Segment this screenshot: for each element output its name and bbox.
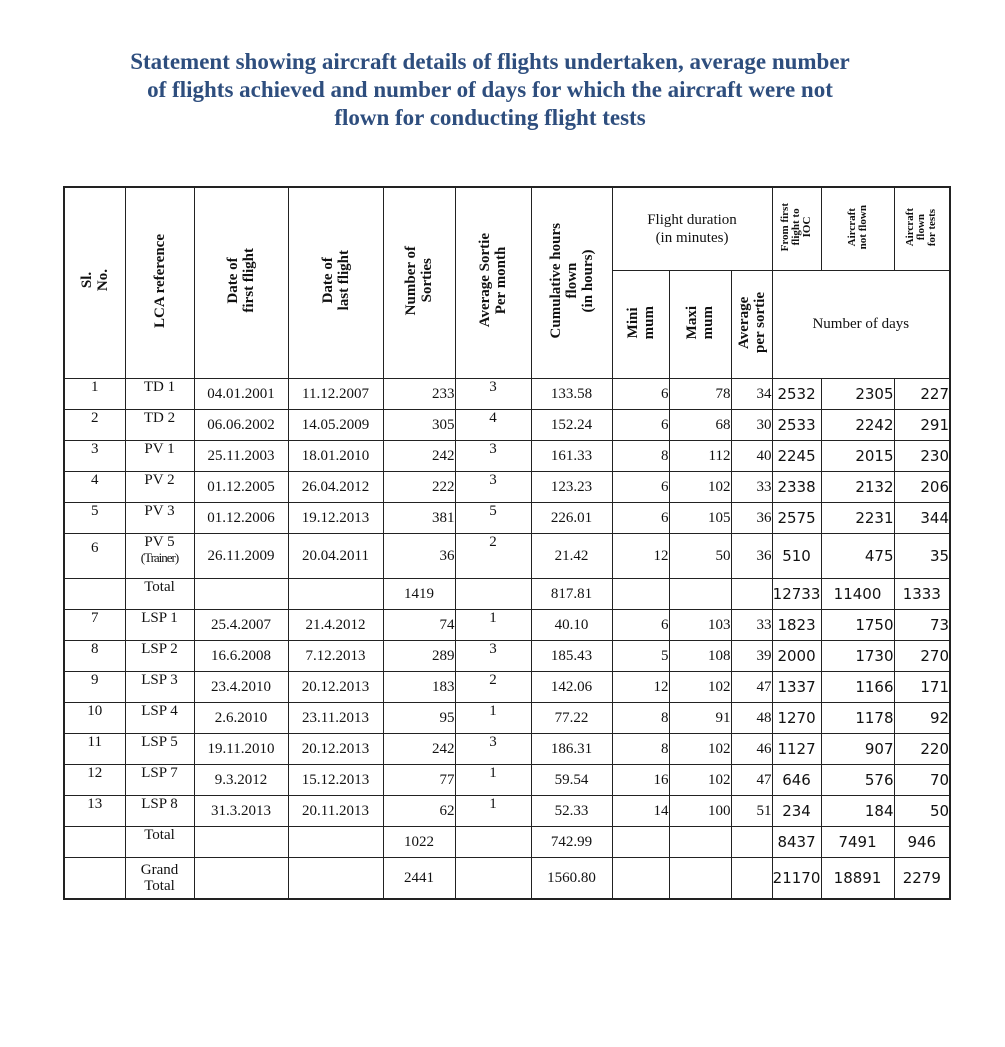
- cell-max: 108: [669, 641, 731, 672]
- cell-total-sorties: 1022: [383, 827, 455, 858]
- cell-avg: 1: [455, 610, 531, 641]
- cell-notflown: 907: [821, 734, 894, 765]
- cell-sorties: 233: [383, 379, 455, 410]
- cell-notflown: 2242: [821, 410, 894, 441]
- cell-notflown: 2132: [821, 472, 894, 503]
- cell-empty: [64, 579, 125, 610]
- cell-avgs: 47: [731, 672, 772, 703]
- header-cumulative-hours: Cumulative hours flown (in hours): [531, 187, 612, 379]
- cell-last: 14.05.2009: [288, 410, 383, 441]
- cell-min: 16: [612, 765, 669, 796]
- cell-ioc: 646: [772, 765, 821, 796]
- cell-ioc: 2000: [772, 641, 821, 672]
- header-lca-reference: LCA reference: [125, 187, 194, 379]
- cell-sl: 5: [64, 503, 125, 534]
- cell-first: 2.6.2010: [194, 703, 288, 734]
- cell-grand-sorties: 2441: [383, 858, 455, 900]
- header-aircraft-not-flown: Aircraft not flown: [821, 187, 894, 271]
- cell-min: 6: [612, 503, 669, 534]
- total-row: [64, 579, 950, 610]
- cell-flown: 291: [894, 410, 950, 441]
- cell-hours: 123.23: [531, 472, 612, 503]
- cell-first: 25.11.2003: [194, 441, 288, 472]
- cell-flown: 73: [894, 610, 950, 641]
- cell-notflown: 1730: [821, 641, 894, 672]
- cell-empty: [612, 827, 669, 858]
- cell-ioc: 1127: [772, 734, 821, 765]
- cell-last: 20.12.2013: [288, 672, 383, 703]
- cell-avg: 3: [455, 734, 531, 765]
- cell-avgs: 36: [731, 534, 772, 579]
- cell-max: 91: [669, 703, 731, 734]
- cell-hours: 59.54: [531, 765, 612, 796]
- table-row: [64, 379, 950, 410]
- cell-ioc: 1270: [772, 703, 821, 734]
- grand-total-row: [64, 858, 950, 900]
- cell-sl: 6: [64, 534, 125, 579]
- cell-ioc: 510: [772, 534, 821, 579]
- cell-max: 102: [669, 472, 731, 503]
- cell-last: 26.04.2012: [288, 472, 383, 503]
- cell-avgs: 33: [731, 610, 772, 641]
- cell-max: 102: [669, 672, 731, 703]
- cell-empty: [194, 858, 288, 900]
- cell-last: 11.12.2007: [288, 379, 383, 410]
- cell-min: 8: [612, 734, 669, 765]
- cell-flown: 227: [894, 379, 950, 410]
- cell-notflown: 2231: [821, 503, 894, 534]
- cell-notflown: 1166: [821, 672, 894, 703]
- cell-sorties: 183: [383, 672, 455, 703]
- cell-ioc: 1823: [772, 610, 821, 641]
- title-line-2: of flights achieved and number of days for which the aircraft were not: [147, 77, 833, 102]
- cell-ioc: 2533: [772, 410, 821, 441]
- cell-ref: PV 2: [125, 472, 194, 503]
- header-flight-duration: Flight duration (in minutes): [612, 187, 772, 271]
- table-row: [64, 534, 950, 579]
- cell-notflown: 1750: [821, 610, 894, 641]
- cell-total-label: Total: [125, 579, 194, 610]
- cell-flown: 270: [894, 641, 950, 672]
- cell-notflown: 184: [821, 796, 894, 827]
- cell-avgs: 46: [731, 734, 772, 765]
- cell-sl: 11: [64, 734, 125, 765]
- table-row: [64, 410, 950, 441]
- cell-max: 102: [669, 734, 731, 765]
- cell-ioc: 2245: [772, 441, 821, 472]
- cell-ref: TD 2: [125, 410, 194, 441]
- cell-empty: [612, 579, 669, 610]
- cell-avg: 3: [455, 641, 531, 672]
- cell-avgs: 34: [731, 379, 772, 410]
- cell-sorties: 242: [383, 441, 455, 472]
- cell-hours: 226.01: [531, 503, 612, 534]
- cell-notflown: 475: [821, 534, 894, 579]
- cell-ref: LSP 1: [125, 610, 194, 641]
- cell-max: 103: [669, 610, 731, 641]
- cell-total-hours: 742.99: [531, 827, 612, 858]
- cell-empty: [669, 827, 731, 858]
- cell-sl: 8: [64, 641, 125, 672]
- cell-hours: 152.24: [531, 410, 612, 441]
- cell-sorties: 242: [383, 734, 455, 765]
- cell-empty: [612, 858, 669, 900]
- cell-hours: 52.33: [531, 796, 612, 827]
- cell-first: 01.12.2005: [194, 472, 288, 503]
- cell-last: 23.11.2013: [288, 703, 383, 734]
- cell-ref: PV 1: [125, 441, 194, 472]
- cell-max: 50: [669, 534, 731, 579]
- table-body: [64, 379, 950, 900]
- cell-first: 31.3.2013: [194, 796, 288, 827]
- header-date-first-flight: Date of first flight: [194, 187, 288, 379]
- aircraft-flight-table: [63, 186, 951, 900]
- cell-empty: [669, 579, 731, 610]
- cell-sl: 12: [64, 765, 125, 796]
- cell-min: 6: [612, 472, 669, 503]
- page-title: [40, 48, 940, 132]
- cell-ioc: 1337: [772, 672, 821, 703]
- cell-notflown: 2305: [821, 379, 894, 410]
- cell-grand-hours: 1560.80: [531, 858, 612, 900]
- cell-flown: 70: [894, 765, 950, 796]
- cell-flown: 206: [894, 472, 950, 503]
- cell-ref: LSP 8: [125, 796, 194, 827]
- cell-notflown: 1178: [821, 703, 894, 734]
- cell-total-notflown: 11400: [821, 579, 894, 610]
- cell-last: 21.4.2012: [288, 610, 383, 641]
- cell-total-flown: 946: [894, 827, 950, 858]
- cell-avg: 1: [455, 703, 531, 734]
- cell-avgs: 30: [731, 410, 772, 441]
- header-sl-no: Sl. No.: [64, 187, 125, 379]
- cell-empty: [64, 827, 125, 858]
- cell-hours: 186.31: [531, 734, 612, 765]
- cell-empty: [455, 827, 531, 858]
- cell-total-flown: 1333: [894, 579, 950, 610]
- cell-empty: [731, 579, 772, 610]
- cell-empty: [194, 579, 288, 610]
- cell-hours: 133.58: [531, 379, 612, 410]
- cell-grand-notflown: 18891: [821, 858, 894, 900]
- cell-empty: [731, 827, 772, 858]
- cell-sl: 4: [64, 472, 125, 503]
- cell-first: 9.3.2012: [194, 765, 288, 796]
- cell-total-ioc: 8437: [772, 827, 821, 858]
- cell-total-ioc: 12733: [772, 579, 821, 610]
- table-row: [64, 703, 950, 734]
- cell-sorties: 36: [383, 534, 455, 579]
- cell-notflown: 2015: [821, 441, 894, 472]
- cell-last: 20.12.2013: [288, 734, 383, 765]
- cell-empty: [64, 858, 125, 900]
- cell-avg: 1: [455, 796, 531, 827]
- cell-grand-total-label: Grand Total: [125, 858, 194, 900]
- cell-flown: 171: [894, 672, 950, 703]
- cell-avgs: 40: [731, 441, 772, 472]
- cell-first: 23.4.2010: [194, 672, 288, 703]
- cell-last: 15.12.2013: [288, 765, 383, 796]
- cell-sorties: 95: [383, 703, 455, 734]
- cell-ref: LSP 3: [125, 672, 194, 703]
- cell-min: 6: [612, 410, 669, 441]
- cell-first: 06.06.2002: [194, 410, 288, 441]
- cell-min: 8: [612, 441, 669, 472]
- cell-grand-ioc: 21170: [772, 858, 821, 900]
- cell-total-notflown: 7491: [821, 827, 894, 858]
- cell-first: 25.4.2007: [194, 610, 288, 641]
- cell-max: 68: [669, 410, 731, 441]
- cell-sl: 2: [64, 410, 125, 441]
- header-average-sortie: Average Sortie Per month: [455, 187, 531, 379]
- total-row: [64, 827, 950, 858]
- cell-avgs: 36: [731, 503, 772, 534]
- cell-ioc: 2532: [772, 379, 821, 410]
- cell-avg: 3: [455, 379, 531, 410]
- cell-avgs: 48: [731, 703, 772, 734]
- cell-min: 14: [612, 796, 669, 827]
- cell-avg: 3: [455, 441, 531, 472]
- cell-notflown: 576: [821, 765, 894, 796]
- cell-max: 105: [669, 503, 731, 534]
- cell-empty: [288, 579, 383, 610]
- cell-empty: [731, 858, 772, 900]
- cell-first: 01.12.2006: [194, 503, 288, 534]
- cell-max: 100: [669, 796, 731, 827]
- header-aircraft-flown-tests: Aircraft flown for tests: [894, 187, 950, 271]
- cell-sl: 7: [64, 610, 125, 641]
- cell-ref: TD 1: [125, 379, 194, 410]
- cell-avg: 4: [455, 410, 531, 441]
- cell-grand-flown: 2279: [894, 858, 950, 900]
- table-row: [64, 734, 950, 765]
- cell-hours: 21.42: [531, 534, 612, 579]
- header-date-last-flight: Date of last flight: [288, 187, 383, 379]
- header-maximum: Maxi mum: [669, 271, 731, 379]
- cell-min: 8: [612, 703, 669, 734]
- cell-sorties: 289: [383, 641, 455, 672]
- cell-avg: 2: [455, 534, 531, 579]
- cell-min: 12: [612, 672, 669, 703]
- cell-sl: 3: [64, 441, 125, 472]
- cell-avg: 3: [455, 472, 531, 503]
- cell-hours: 142.06: [531, 672, 612, 703]
- header-number-of-sorties: Number of Sorties: [383, 187, 455, 379]
- table-row: [64, 503, 950, 534]
- cell-empty: [455, 579, 531, 610]
- cell-avg: 5: [455, 503, 531, 534]
- table-row: [64, 796, 950, 827]
- cell-last: 18.01.2010: [288, 441, 383, 472]
- cell-total-hours: 817.81: [531, 579, 612, 610]
- cell-empty: [288, 858, 383, 900]
- cell-sl: 10: [64, 703, 125, 734]
- cell-min: 5: [612, 641, 669, 672]
- cell-sorties: 222: [383, 472, 455, 503]
- table-row: [64, 610, 950, 641]
- cell-ref: LSP 2: [125, 641, 194, 672]
- cell-max: 78: [669, 379, 731, 410]
- cell-sorties: 305: [383, 410, 455, 441]
- cell-min: 12: [612, 534, 669, 579]
- cell-max: 112: [669, 441, 731, 472]
- table-row: [64, 441, 950, 472]
- cell-ref: LSP 4: [125, 703, 194, 734]
- cell-sl: 1: [64, 379, 125, 410]
- cell-last: 19.12.2013: [288, 503, 383, 534]
- cell-ref: LSP 5: [125, 734, 194, 765]
- cell-empty: [455, 858, 531, 900]
- cell-first: 04.01.2001: [194, 379, 288, 410]
- cell-ref: PV 5 (Trainer): [125, 534, 194, 579]
- cell-last: 7.12.2013: [288, 641, 383, 672]
- cell-empty: [669, 858, 731, 900]
- cell-last: 20.11.2013: [288, 796, 383, 827]
- cell-avg: 2: [455, 672, 531, 703]
- cell-avgs: 39: [731, 641, 772, 672]
- cell-ioc: 2338: [772, 472, 821, 503]
- table-row: [64, 641, 950, 672]
- cell-first: 26.11.2009: [194, 534, 288, 579]
- cell-flown: 220: [894, 734, 950, 765]
- cell-flown: 344: [894, 503, 950, 534]
- cell-sorties: 77: [383, 765, 455, 796]
- cell-flown: 92: [894, 703, 950, 734]
- cell-total-sorties: 1419: [383, 579, 455, 610]
- cell-first: 16.6.2008: [194, 641, 288, 672]
- cell-last: 20.04.2011: [288, 534, 383, 579]
- cell-avg: 1: [455, 765, 531, 796]
- cell-ref: LSP 7: [125, 765, 194, 796]
- cell-empty: [194, 827, 288, 858]
- cell-sl: 13: [64, 796, 125, 827]
- header-average-per-sortie: Average per sortie: [731, 271, 772, 379]
- header-from-first-flight: From first flight to IOC: [772, 187, 821, 271]
- cell-avgs: 33: [731, 472, 772, 503]
- table-row: [64, 472, 950, 503]
- title-line-1: Statement showing aircraft details of flights undertaken, average number: [130, 49, 850, 74]
- cell-sorties: 62: [383, 796, 455, 827]
- table-row: [64, 672, 950, 703]
- cell-flown: 230: [894, 441, 950, 472]
- cell-max: 102: [669, 765, 731, 796]
- cell-ref: PV 3: [125, 503, 194, 534]
- cell-ioc: 2575: [772, 503, 821, 534]
- cell-min: 6: [612, 379, 669, 410]
- cell-sorties: 74: [383, 610, 455, 641]
- cell-hours: 40.10: [531, 610, 612, 641]
- title-line-3: flown for conducting flight tests: [334, 105, 646, 130]
- cell-avgs: 51: [731, 796, 772, 827]
- cell-avgs: 47: [731, 765, 772, 796]
- cell-flown: 50: [894, 796, 950, 827]
- cell-first: 19.11.2010: [194, 734, 288, 765]
- cell-empty: [288, 827, 383, 858]
- table-header: [64, 187, 950, 379]
- cell-ioc: 234: [772, 796, 821, 827]
- cell-sl: 9: [64, 672, 125, 703]
- cell-total-label: Total: [125, 827, 194, 858]
- cell-flown: 35: [894, 534, 950, 579]
- cell-hours: 185.43: [531, 641, 612, 672]
- cell-sorties: 381: [383, 503, 455, 534]
- cell-hours: 77.22: [531, 703, 612, 734]
- cell-hours: 161.33: [531, 441, 612, 472]
- table-row: [64, 765, 950, 796]
- cell-min: 6: [612, 610, 669, 641]
- header-number-of-days: Number of days: [772, 271, 950, 379]
- header-minimum: Mini mum: [612, 271, 669, 379]
